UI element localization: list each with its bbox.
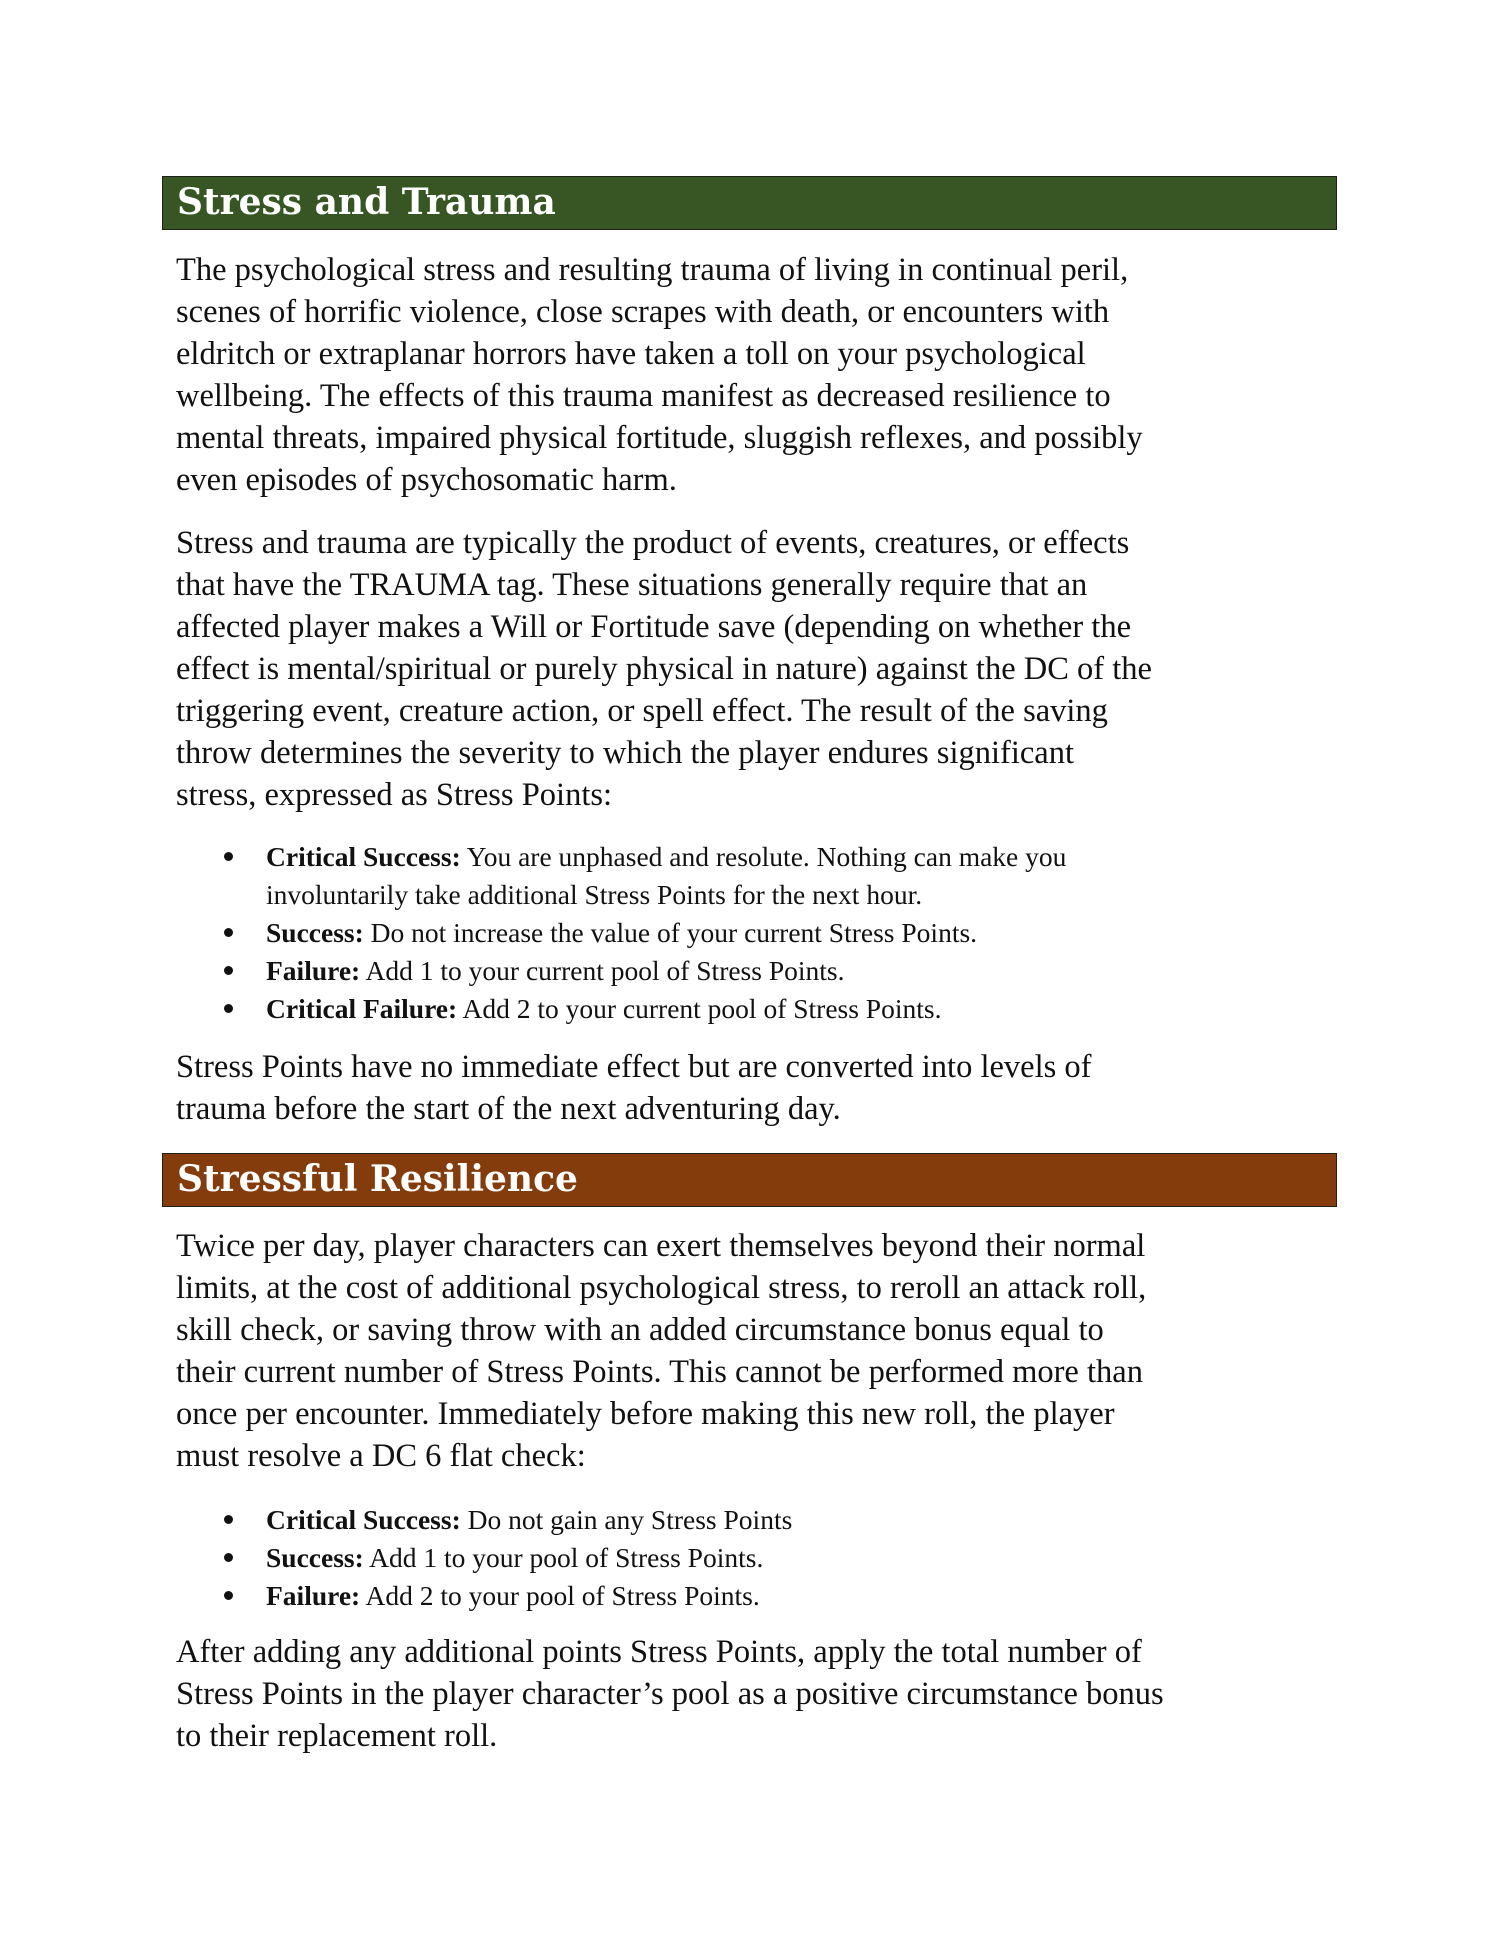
paragraph-stress-points-conversion <box>176 1046 1346 1130</box>
text-line: triggering event, creature action, or spell effect. The result of the saving <box>176 693 1108 729</box>
text-line: effect is mental/spiritual or purely physical in nature) against the DC of the <box>176 651 1152 687</box>
paragraph-replacement-roll <box>176 1631 1346 1757</box>
text-line: affected player makes a Will or Fortitude save (depending on whether the <box>176 609 1132 645</box>
text-line: even episodes of psychosomatic harm. <box>176 462 677 498</box>
text-line: Twice per day, player characters can exert themselves beyond their normal <box>176 1228 1146 1264</box>
save-outcomes-list <box>224 838 1066 1028</box>
text-line: to their replacement roll. <box>176 1718 498 1754</box>
paragraph-resilience-intro <box>176 1225 1346 1477</box>
list-item <box>224 990 1066 1028</box>
list-item <box>224 952 1066 990</box>
list-item <box>224 914 1066 952</box>
outcome-text: You are unphased and resolute. Nothing can make you <box>460 841 1067 872</box>
text-line: stress, expressed as Stress Points: <box>176 777 613 813</box>
text-line: wellbeing. The effects of this trauma manifest as decreased resilience to <box>176 378 1111 414</box>
outcome-term: Failure: <box>266 955 361 986</box>
outcome-term: Success: <box>266 1542 364 1573</box>
outcome-term: Critical Failure: <box>266 993 458 1024</box>
text-line: skill check, or saving throw with an added circumstance bonus equal to <box>176 1312 1104 1348</box>
text-line: The psychological stress and resulting trauma of living in continual peril, <box>176 252 1129 288</box>
list-item <box>224 1501 792 1539</box>
text-line: Stress Points in the player character’s pool as a positive circumstance bonus <box>176 1676 1164 1712</box>
bullet-icon <box>224 1515 233 1524</box>
list-item <box>224 838 1066 914</box>
bullet-icon <box>224 966 233 975</box>
text-line: that have the TRAUMA tag. These situations generally require that an <box>176 567 1088 603</box>
outcome-term: Critical Success: <box>266 1504 461 1535</box>
text-line: After adding any additional points Stress Points, apply the total number of <box>176 1634 1142 1670</box>
text-line: once per encounter. Immediately before making this new roll, the player <box>176 1396 1115 1432</box>
text-line: scenes of horrific violence, close scrapes with death, or encounters with <box>176 294 1110 330</box>
section-heading-stressful-resilience: Stressful Resilience <box>162 1153 1337 1207</box>
text-line: eldritch or extraplanar horrors have taken a toll on your psychological <box>176 336 1086 372</box>
bullet-icon <box>224 1591 233 1600</box>
outcome-text-continued: involuntarily take additional Stress Points for the next hour. <box>266 879 923 910</box>
paragraph-trauma-saves <box>176 522 1346 816</box>
outcome-term: Success: <box>266 917 364 948</box>
bullet-icon <box>224 1553 233 1562</box>
text-line: Stress Points have no immediate effect but are converted into levels of <box>176 1049 1092 1085</box>
bullet-icon <box>224 852 233 861</box>
outcome-text: Do not increase the value of your current Stress Points. <box>363 917 978 948</box>
text-line: must resolve a DC 6 flat check: <box>176 1438 586 1474</box>
bullet-icon <box>224 1004 233 1013</box>
section-heading-stress-and-trauma: Stress and Trauma <box>162 176 1337 230</box>
outcome-text: Add 2 to your pool of Stress Points. <box>360 1580 760 1611</box>
list-item <box>224 1577 792 1615</box>
text-line: Stress and trauma are typically the product of events, creatures, or effects <box>176 525 1130 561</box>
outcome-text: Add 1 to your pool of Stress Points. <box>363 1542 764 1573</box>
text-line: trauma before the start of the next adventuring day. <box>176 1091 841 1127</box>
list-item <box>224 1539 792 1577</box>
paragraph-trauma-intro <box>176 249 1346 501</box>
outcome-term: Failure: <box>266 1580 361 1611</box>
text-line: their current number of Stress Points. This cannot be performed more than <box>176 1354 1143 1390</box>
text-line: mental threats, impaired physical fortitude, sluggish reflexes, and possibly <box>176 420 1143 456</box>
outcome-text: Do not gain any Stress Points <box>460 1504 793 1535</box>
text-line: limits, at the cost of additional psychological stress, to reroll an attack roll, <box>176 1270 1147 1306</box>
outcome-text: Add 1 to your current pool of Stress Points. <box>360 955 845 986</box>
text-line: throw determines the severity to which the player endures significant <box>176 735 1074 771</box>
bullet-icon <box>224 928 233 937</box>
flat-check-outcomes-list <box>224 1501 792 1615</box>
outcome-term: Critical Success: <box>266 841 461 872</box>
outcome-text: Add 2 to your current pool of Stress Points. <box>457 993 942 1024</box>
